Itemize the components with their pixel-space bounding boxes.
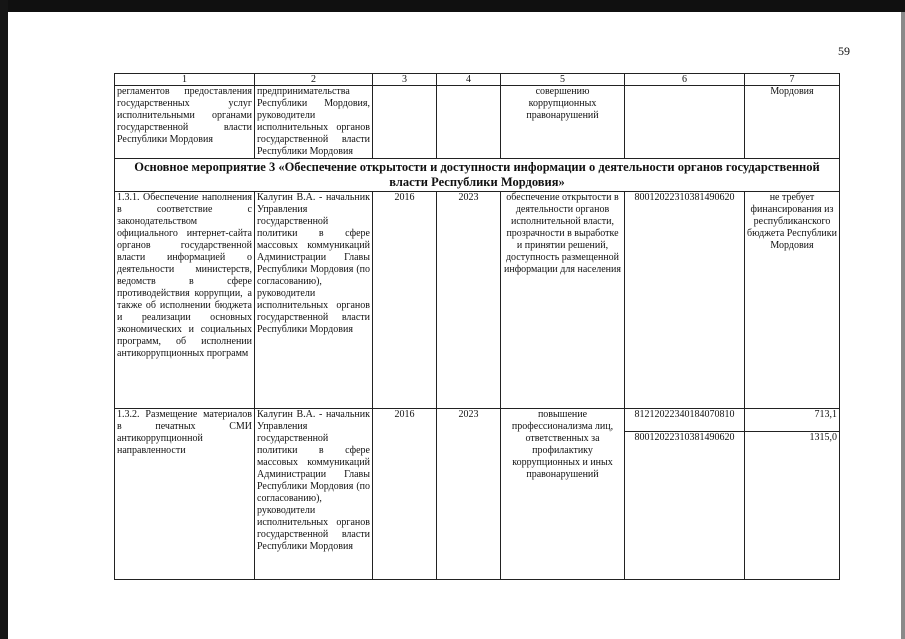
cell-responsible: Калугин В.А. - начальник Управления государственной политики в сфере массовых коммуникаций Администрации Главы Республики Мордовия (по согласованию), руководители исполнительных органов государственной власти Республики Мордовия xyxy=(255,409,373,580)
cell-result: обеспечение открытости в деятельности органов исполнительной власти, прозрачности в выработке и принятии решений, доступность размещенной информации для населения xyxy=(501,192,625,409)
cell-measure: 1.3.2. Размещение материалов в печатных СМИ антикоррупционной направленности xyxy=(115,409,255,580)
cell-result: совершению коррупционных правонарушений xyxy=(501,86,625,159)
column-number: 6 xyxy=(625,74,745,86)
cell-end-year: 2023 xyxy=(437,192,501,409)
cell-start-year: 2016 xyxy=(373,192,437,409)
column-number: 3 xyxy=(373,74,437,86)
financing-amount-2: 1315,0 xyxy=(809,432,837,443)
table-row xyxy=(115,192,840,409)
measures-table xyxy=(114,73,840,580)
financing-amount-1: 713,1 xyxy=(745,409,839,432)
cell-end-year xyxy=(437,86,501,159)
scan-border-left xyxy=(0,0,8,639)
column-number: 1 xyxy=(115,74,255,86)
cell-measure: регламентов предоставления государственных услуг исполнительными органами государственной власти Республики Мордовия xyxy=(115,86,255,159)
column-number: 5 xyxy=(501,74,625,86)
cell-budget-code xyxy=(625,86,745,159)
section-title: Основное мероприятие 3 «Обеспечение открытости и доступности информации о деятельности органов государственной власти Республики Мордовия» xyxy=(115,159,840,192)
scan-border-top xyxy=(0,0,905,12)
column-numbers-row xyxy=(115,74,840,86)
table-row xyxy=(115,409,840,580)
cell-responsible: Калугин В.А. - начальник Управления государственной политики в сфере массовых коммуникаций Администрации Главы Республики Мордовия (по согласованию), руководители исполнительных органов государственной власти Республики Мордовия xyxy=(255,192,373,409)
cell-budget-code: 80012022310381490620 xyxy=(625,192,745,409)
budget-code-2: 80012022310381490620 xyxy=(634,432,735,443)
table-row-continuation xyxy=(115,86,840,159)
section-row xyxy=(115,159,840,192)
column-number: 7 xyxy=(745,74,840,86)
column-number: 4 xyxy=(437,74,501,86)
cell-financing: Мордовия xyxy=(745,86,840,159)
cell-start-year: 2016 xyxy=(373,409,437,580)
cell-measure: 1.3.1. Обеспечение наполнения в соответствие с законодательством официального интернет-сайта органов государственной власти информацией о деятельности министерств, ведомств в сфере противодействия коррупции, а также об исполнении бюджета и реализации основных экономических и социальных программ, об исполнении антикоррупционных программ xyxy=(115,192,255,409)
cell-budget-codes xyxy=(625,409,745,580)
column-number: 2 xyxy=(255,74,373,86)
cell-responsible: предпринимательства Республики Мордовия, руководители исполнительных органов государственной власти Республики Мордовия xyxy=(255,86,373,159)
cell-financing-amounts xyxy=(745,409,840,580)
cell-start-year xyxy=(373,86,437,159)
cell-result: повышение профессионализма лиц, ответственных за профилактику коррупционных и иных правонарушений xyxy=(501,409,625,580)
cell-end-year: 2023 xyxy=(437,409,501,580)
budget-code-1: 81212022340184070810 xyxy=(625,409,744,432)
cell-financing: не требует финансирования из республиканского бюджета Республики Мордовия xyxy=(745,192,840,409)
page-number: 59 xyxy=(838,44,850,58)
